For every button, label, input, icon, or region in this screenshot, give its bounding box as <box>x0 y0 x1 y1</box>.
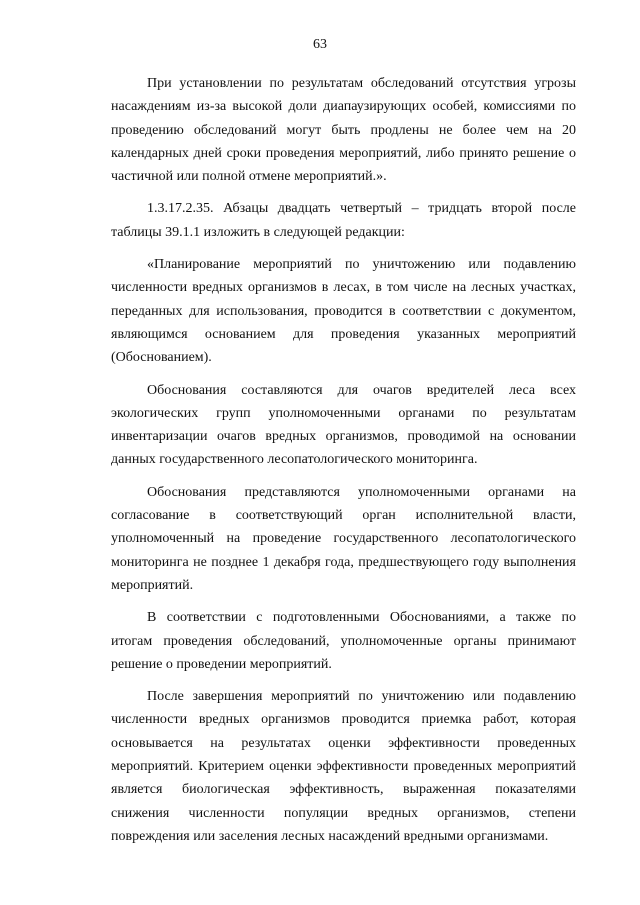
text-line: насаждениям из-за высокой доли диапаузирующих особей, комиссиями по <box>111 99 576 115</box>
text-line: экологических групп уполномоченными органами по результатам <box>111 405 576 421</box>
paragraph <box>111 197 576 244</box>
document-body <box>111 72 576 848</box>
text-line: уполномоченный на проведение государственного лесопатологического <box>111 531 576 547</box>
text-line: данных государственного лесопатологического мониторинга. <box>111 452 478 468</box>
paragraph <box>111 72 576 188</box>
text-line: основывается на результатах оценки эффективности проведенных <box>111 735 576 751</box>
text-line: решение о проведении мероприятий. <box>111 656 332 672</box>
text-line: Обоснования представляются уполномоченными органами на <box>147 484 576 500</box>
paragraph-gap <box>111 676 576 685</box>
text-line: мероприятий. Критерием оценки эффективности проведенных мероприятий <box>111 759 576 775</box>
text-line: итогам проведения обследований, уполномоченные органы принимают <box>111 633 576 649</box>
paragraph <box>111 253 576 369</box>
text-line: мониторинга не позднее 1 декабря года, предшествующего году выполнения <box>111 554 576 570</box>
page-number: 63 <box>313 37 327 52</box>
text-line: мероприятий. <box>111 577 194 593</box>
text-line: являющимся основанием для проведения указанных мероприятий <box>111 326 576 342</box>
text-line: согласование в соответствующий орган исполнительной власти, <box>111 508 576 524</box>
paragraph-gap <box>111 472 576 481</box>
text-line: численности вредных организмов проводится приемка работ, которая <box>111 712 576 728</box>
paragraph-gap <box>111 597 576 606</box>
text-line: частичной или полной отмене мероприятий.». <box>111 169 387 185</box>
text-line: 1.3.17.2.35. Абзацы двадцать четвертый – тридцать второй после <box>147 201 576 217</box>
text-line: переданных для использования, проводится в соответствии с документом, <box>111 303 576 319</box>
paragraph-gap <box>111 244 576 253</box>
text-line: таблицы 39.1.1 изложить в следующей редакции: <box>111 224 405 240</box>
text-line: инвентаризации очагов вредных организмов, проводимой на основании <box>111 429 576 445</box>
text-line: повреждения или заселения лесных насаждений вредными организмами. <box>111 828 549 844</box>
text-line: проведению обследований могут быть продлены не более чем на 20 <box>111 122 576 138</box>
text-line: календарных дней сроки проведения мероприятий, либо принято решение о <box>111 145 576 161</box>
text-line: численности вредных организмов в лесах, в том числе на лесных участках, <box>111 280 576 296</box>
paragraph <box>111 379 576 472</box>
paragraph-gap <box>111 188 576 197</box>
text-line: «Планирование мероприятий по уничтожению или подавлению <box>147 257 576 273</box>
text-line: В соответствии с подготовленными Обоснованиями, а также по <box>147 610 576 626</box>
text-line: (Обоснованием). <box>111 350 212 366</box>
paragraph <box>111 481 576 597</box>
text-line: При установлении по результатам обследований отсутствия угрозы <box>147 76 576 91</box>
text-line: После завершения мероприятий по уничтожению или подавлению <box>147 689 576 705</box>
text-line: является биологическая эффективность, выраженная показателями <box>111 782 576 798</box>
paragraph-gap <box>111 370 576 379</box>
paragraph <box>111 685 576 848</box>
paragraph <box>111 606 576 676</box>
text-line: Обоснования составляются для очагов вредителей леса всех <box>147 382 576 398</box>
text-line: снижения численности популяции вредных организмов, степени <box>111 805 576 821</box>
